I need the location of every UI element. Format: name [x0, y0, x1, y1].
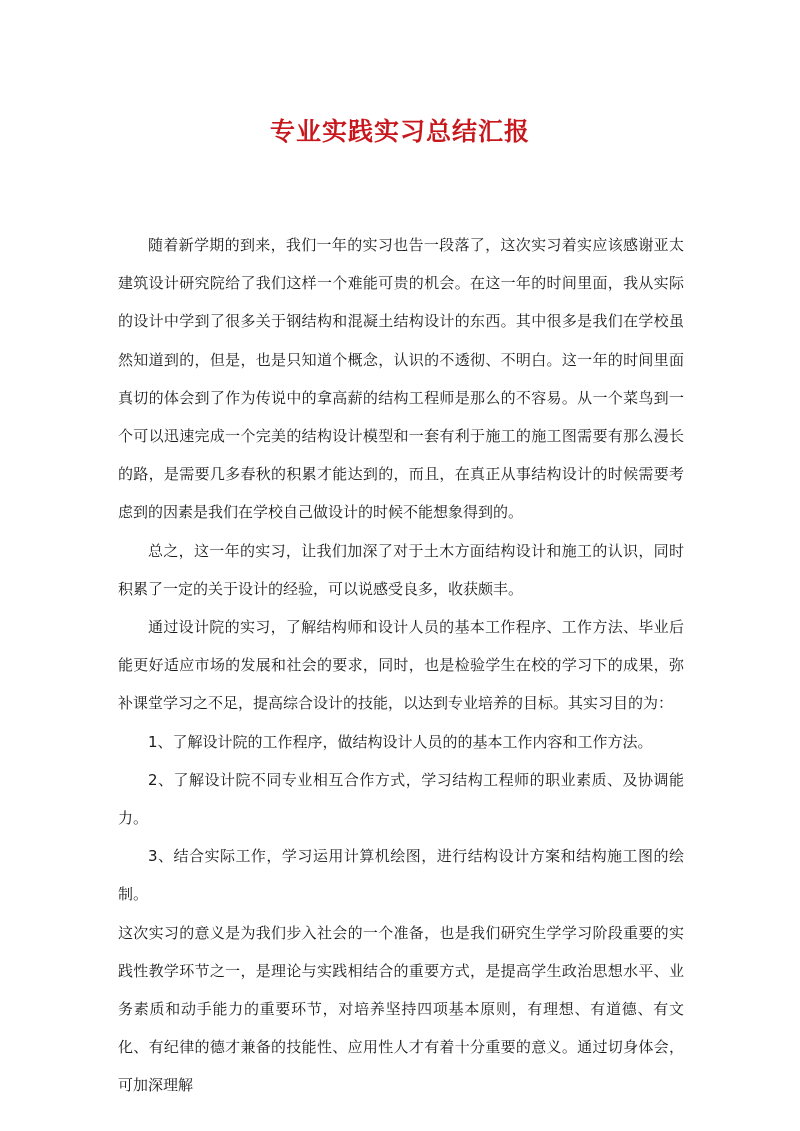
document-title: 专业实践实习总结汇报 — [269, 117, 530, 146]
list-item-3: 3、结合实际工作，学习运用计算机绘图，进行结构设计方案和结构施工图的绘制。 — [118, 847, 684, 904]
paragraph-purpose: 通过设计院的实习，了解结构师和设计人员的基本工作程序、工作方法、毕业后能更好适应市场的发展和社会的要求，同时，也是检验学生在校的学习下的成果，弥补课堂学习之不足，提高综合设计的技能，以达到专业培养的目标。其实习目的为： — [118, 618, 684, 713]
document-body — [118, 226, 684, 1105]
paragraph-summary: 总之，这一年的实习，让我们加深了对于土木方面结构设计和施工的认识，同时积累了一定的关于设计的经验，可以说感受良多，收获颇丰。 — [118, 541, 684, 598]
list-item-2: 2、了解设计院不同专业相互合作方式，学习结构工程师的职业素质、及协调能力。 — [118, 770, 684, 828]
paragraph-significance: 这次实习的意义是为我们步入社会的一个准备，也是我们研究生学学习阶段重要的实践性教学环节之一，是理论与实践相结合的重要方式，是提高学生政治思想水平、业务素质和动手能力的重要环节，对培养坚持四项基本原则，有理想、有道德、有文化、有纪律的德才兼备的技能性、应用性人才有着十分重要的意义。通过切身体会，可加深理解 — [118, 923, 684, 1095]
list-item-1: 1、了解设计院的工作程序，做结构设计人员的的基本工作内容和工作方法。 — [148, 732, 653, 751]
paragraph-intro: 随着新学期的到来，我们一年的实习也告一段落了，这次实习着实应该感谢亚太建筑设计研究院给了我们这样一个难能可贵的机会。在这一年的时间里面，我从实际的设计中学到了很多关于钢结构和混凝土结构设计的东西。其中很多是我们在学校虽然知道到的，但是，也是只知道个概念，认识的不透彻、不明白。这一年的时间里面真切的体会到了作为传说中的拿高薪的结构工程师是那么的不容易。从一个菜鸟到一个可以迅速完成一个完美的结构设计模型和一套有利于施工的施工图需要有那么漫长的路，是需要几多春秋的积累才能达到的，而且，在真正从事结构设计的时候需要考虑到的因素是我们在学校自己做设计的时候不能想象得到的。 — [118, 236, 684, 522]
